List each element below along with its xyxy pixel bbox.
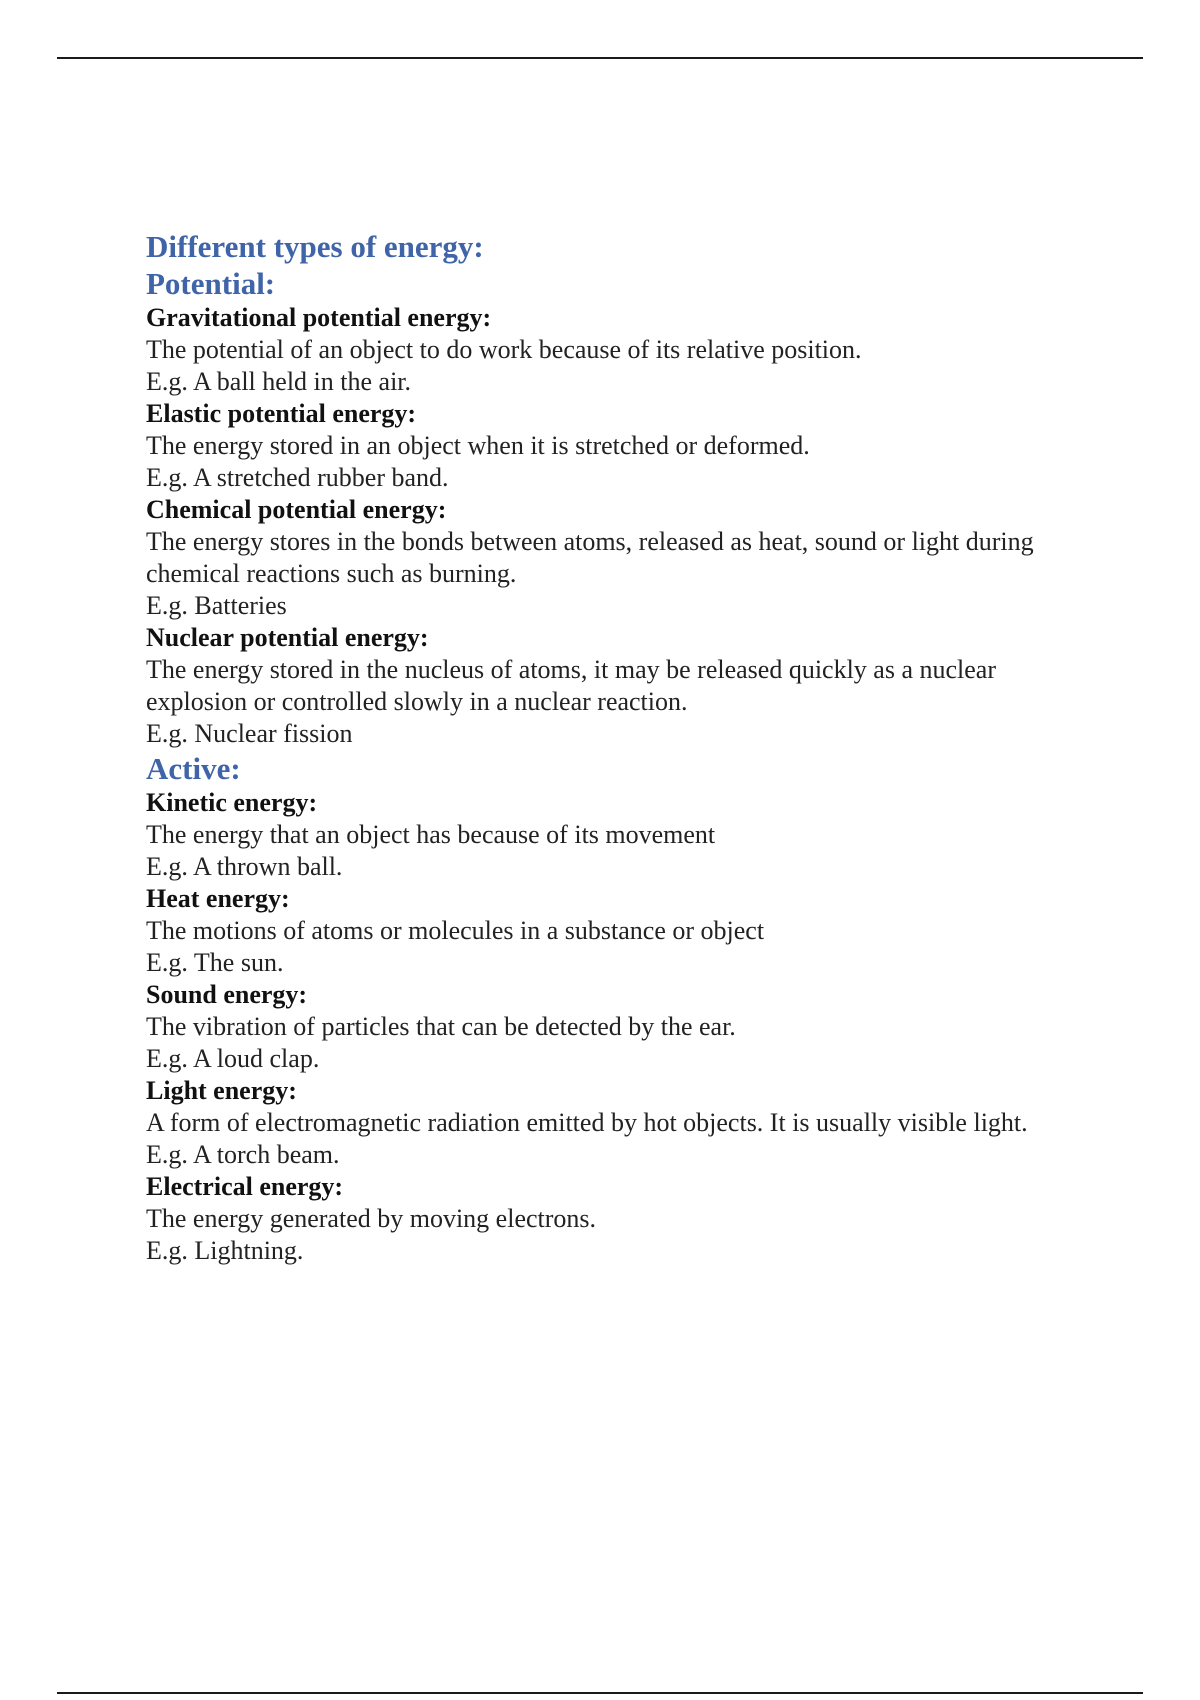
energy-item-chemical: [146, 494, 1066, 622]
energy-example: E.g. A thrown ball.: [146, 852, 343, 881]
energy-description: The energy stores in the bonds between atoms, released as heat, sound or light during chemical reactions such as burning.: [146, 527, 1034, 588]
energy-type-name: Elastic potential energy:: [146, 399, 417, 428]
energy-type-name: Gravitational potential energy:: [146, 303, 492, 332]
energy-item-sound: [146, 979, 1066, 1075]
energy-item-heat: [146, 883, 1066, 979]
energy-example: E.g. Batteries: [146, 591, 287, 620]
energy-example: E.g. A torch beam.: [146, 1140, 340, 1169]
bottom-rule: [57, 1692, 1143, 1694]
energy-description: A form of electromagnetic radiation emitted by hot objects. It is usually visible light.: [146, 1108, 1028, 1137]
energy-type-name: Electrical energy:: [146, 1172, 344, 1201]
energy-description: The motions of atoms or molecules in a substance or object: [146, 916, 765, 945]
energy-description: The potential of an object to do work because of its relative position.: [146, 335, 862, 364]
energy-item-electrical: [146, 1171, 1066, 1267]
energy-example: E.g. The sun.: [146, 948, 284, 977]
energy-example: E.g. Nuclear fission: [146, 719, 353, 748]
energy-item-gravitational: [146, 302, 1066, 398]
energy-example: E.g. A loud clap.: [146, 1044, 320, 1073]
document-title: Different types of energy:: [146, 229, 484, 264]
energy-description: The energy stored in an object when it is stretched or deformed.: [146, 431, 810, 460]
section-heading-potential: Potential:: [146, 266, 276, 301]
energy-example: E.g. Lightning.: [146, 1236, 304, 1265]
energy-description: The energy that an object has because of its movement: [146, 820, 716, 849]
energy-type-name: Chemical potential energy:: [146, 495, 447, 524]
energy-type-name: Heat energy:: [146, 884, 290, 913]
energy-type-name: Nuclear potential energy:: [146, 623, 429, 652]
energy-item-elastic: [146, 398, 1066, 494]
top-rule: [57, 57, 1143, 59]
energy-description: The vibration of particles that can be detected by the ear.: [146, 1012, 736, 1041]
energy-type-name: Kinetic energy:: [146, 788, 318, 817]
energy-example: E.g. A stretched rubber band.: [146, 463, 449, 492]
energy-example: E.g. A ball held in the air.: [146, 367, 412, 396]
document-body: [146, 228, 1066, 1267]
energy-item-kinetic: [146, 787, 1066, 883]
energy-description: The energy generated by moving electrons.: [146, 1204, 597, 1233]
energy-item-light: [146, 1075, 1066, 1171]
energy-type-name: Light energy:: [146, 1076, 297, 1105]
energy-description: The energy stored in the nucleus of atoms, it may be released quickly as a nuclear explosion or controlled slowly in a nuclear reaction.: [146, 655, 997, 716]
energy-type-name: Sound energy:: [146, 980, 308, 1009]
energy-item-nuclear: [146, 622, 1066, 750]
section-heading-active: Active:: [146, 751, 241, 786]
